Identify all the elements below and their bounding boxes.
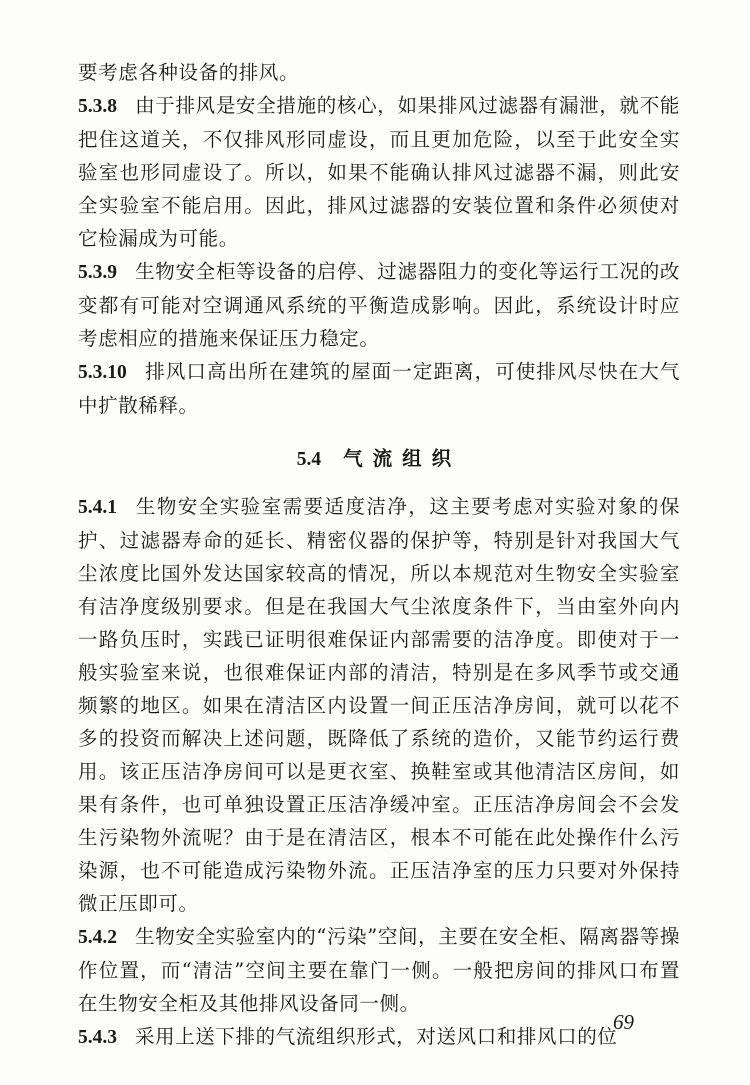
clause-number: 5.3.9: [78, 262, 117, 283]
clause-number: 5.4.2: [78, 927, 117, 948]
clause-number: 5.4.1: [78, 497, 117, 518]
clause-number: 5.3.10: [78, 362, 127, 383]
clause-5-4-2: [78, 920, 680, 1020]
paragraph-continuation: [78, 56, 680, 89]
clause-5-3-10: [78, 355, 680, 422]
clause-number: 5.3.8: [78, 96, 117, 117]
section-heading: [78, 442, 680, 476]
clause-5-3-9: [78, 255, 680, 355]
clause-text: 排风口高出所在建筑的屋面一定距离，可使排风尽快在大气中扩散稀释。: [78, 360, 680, 417]
clause-text: 生物安全实验室需要适度洁净，这主要考虑对实验对象的保护、过滤器寿命的延长、精密仪器的保护等，特别是针对我国大气尘浓度比国外发达国家较高的情况，所以本规范对生物安全实验室有洁净度级别要求。但是在我国大气尘浓度条件下，当由室外向内一路负压时，实践已证明很难保证内部需要的洁净度。即使对于一般实验室来说，也很难保证内部的清洁，特别是在多风季节或交通频繁的地区。如果在清洁区内设置一间正压洁净房间，就可以花不多的投资而解决上述问题，既降低了系统的造价，又能节约运行费用。该正压洁净房间可以是更衣室、换鞋室或其他清洁区房间，如果有条件，也可单独设置正压洁净缓冲室。正压洁净房间会不会发生污染物外流呢？由于是在清洁区，根本不可能在此处操作什么污染源，也不可能造成污染物外流。正压洁净室的压力只要对外保持微正压即可。: [78, 495, 680, 915]
clause-5-3-8: [78, 89, 680, 255]
page-number: 69: [613, 1010, 634, 1034]
paragraph-text: 要考虑各种设备的排风。: [78, 61, 300, 84]
clause-5-4-1: [78, 490, 680, 920]
clause-text: 生物安全柜等设备的启停、过滤器阻力的变化等运行工况的改变都有可能对空调通风系统的平衡造成影响。因此，系统设计时应考虑相应的措施来保证压力稳定。: [78, 260, 680, 350]
section-title: 气流组织: [343, 447, 462, 470]
clause-5-4-3: [78, 1020, 680, 1054]
section-number: 5.4: [296, 449, 322, 470]
clause-text: 由于排风是安全措施的核心，如果排风过滤器有漏泄，就不能把住这道关，不仅排风形同虚设，而且更加危险，以至于此安全实验室也形同虚设了。所以，如果不能确认排风过滤器不漏，则此安全实验室不能启用。因此，排风过滤器的安装位置和条件必须使对它检漏成为可能。: [78, 94, 680, 250]
clause-text: 生物安全实验室内的“污染”空间，主要在安全柜、隔离器等操作位置，而“清洁”空间主要在靠门一侧。一般把房间的排风口布置在生物安全柜及其他排风设备同一侧。: [78, 925, 680, 1015]
clause-text: 采用上送下排的气流组织形式，对送风口和排风口的位: [135, 1025, 618, 1048]
clause-number: 5.4.3: [78, 1027, 117, 1048]
